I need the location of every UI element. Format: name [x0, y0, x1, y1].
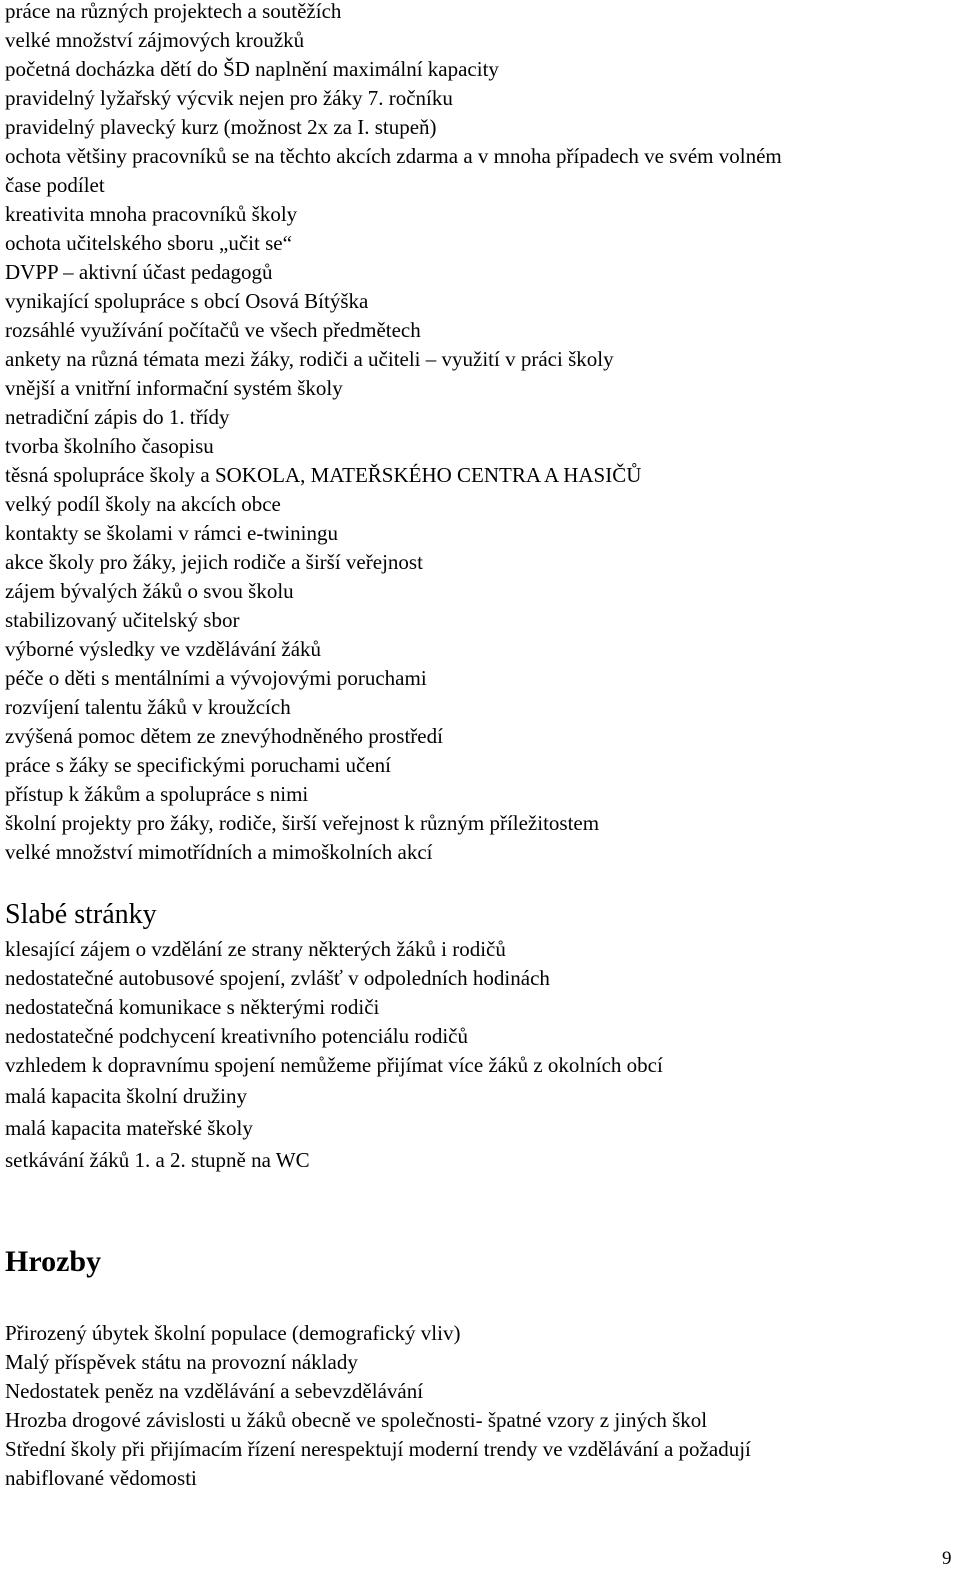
strength-line: DVPP – aktivní účast pedagogů: [5, 260, 273, 284]
strength-line: školní projekty pro žáky, rodiče, širší veřejnost k různým příležitostem: [5, 811, 600, 835]
strength-line: péče o děti s mentálními a vývojovými poruchami: [5, 666, 427, 690]
strength-line: ochota učitelského sboru „učit se“: [5, 231, 292, 255]
strength-line: zvýšená pomoc dětem ze znevýhodněného prostředí: [5, 724, 443, 748]
weakness-line: nedostatečné autobusové spojení, zvlášť v odpoledních hodinách: [5, 966, 550, 990]
strength-line: pravidelný lyžařský výcvik nejen pro žáky 7. ročníku: [5, 86, 453, 110]
strength-line: netradiční zápis do 1. třídy: [5, 405, 230, 429]
threat-line: nabiflované vědomosti: [5, 1466, 197, 1490]
threats-heading: Hrozby: [5, 1245, 102, 1278]
strength-line: ankety na různá témata mezi žáky, rodiči a učiteli – využití v práci školy: [5, 347, 614, 371]
threat-line: Přirozený úbytek školní populace (demografický vliv): [5, 1321, 461, 1345]
weakness-line: malá kapacita školní družiny: [5, 1084, 248, 1108]
strength-line: akce školy pro žáky, jejich rodiče a širší veřejnost: [5, 550, 423, 574]
strength-line: početná docházka dětí do ŠD naplnění maximální kapacity: [5, 57, 499, 81]
threat-line: Nedostatek peněz na vzdělávání a sebevzdělávání: [5, 1379, 424, 1403]
weakness-line: setkávání žáků 1. a 2. stupně na WC: [5, 1148, 310, 1172]
strength-line: velké množství zájmových kroužků: [5, 28, 305, 52]
strength-line: ochota většiny pracovníků se na těchto akcích zdarma a v mnoha případech ve svém volném: [5, 144, 782, 168]
strength-line: přístup k žákům a spolupráce s nimi: [5, 782, 309, 806]
strength-line: čase podílet: [5, 173, 105, 197]
strength-line: práce s žáky se specifickými poruchami učení: [5, 753, 392, 777]
strength-line: kontakty se školami v rámci e-twiningu: [5, 521, 339, 545]
strength-line: velké množství mimotřídních a mimoškolních akcí: [5, 840, 433, 864]
threat-line: Střední školy při přijímacím řízení nerespektují moderní trendy ve vzdělávání a požadují: [5, 1437, 751, 1461]
strength-line: výborné výsledky ve vzdělávání žáků: [5, 637, 322, 661]
strength-line: vynikající spolupráce s obcí Osová Bítýška: [5, 289, 369, 313]
strength-line: zájem bývalých žáků o svou školu: [5, 579, 294, 603]
weakness-line: nedostatečné podchycení kreativního potenciálu rodičů: [5, 1024, 468, 1048]
weaknesses-heading: Slabé stránky: [5, 899, 157, 930]
strength-line: kreativita mnoha pracovníků školy: [5, 202, 298, 226]
weakness-line: klesající zájem o vzdělání ze strany některých žáků i rodičů: [5, 937, 506, 961]
threat-line: Malý příspěvek státu na provozní náklady: [5, 1350, 358, 1374]
threat-line: Hrozba drogové závislosti u žáků obecně ve společnosti- špatné vzory z jiných škol: [5, 1408, 708, 1432]
page-number: 9: [942, 1548, 952, 1569]
weakness-line: malá kapacita mateřské školy: [5, 1116, 253, 1140]
strength-line: vnější a vnitřní informační systém školy: [5, 376, 343, 400]
strength-line: tvorba školního časopisu: [5, 434, 214, 458]
strength-line: rozsáhlé využívání počítačů ve všech předmětech: [5, 318, 421, 342]
strength-line: velký podíl školy na akcích obce: [5, 492, 281, 516]
strength-line: pravidelný plavecký kurz (možnost 2x za I. stupeň): [5, 115, 437, 139]
strength-line: stabilizovaný učitelský sbor: [5, 608, 240, 632]
strength-line: těsná spolupráce školy a SOKOLA, MATEŘSKÉHO CENTRA A HASIČŮ: [5, 463, 642, 487]
strength-line: rozvíjení talentu žáků v kroužcích: [5, 695, 291, 719]
weakness-line: nedostatečná komunikace s některými rodiči: [5, 995, 380, 1019]
strength-line: práce na různých projektech a soutěžích: [5, 0, 342, 23]
weakness-line: vzhledem k dopravnímu spojení nemůžeme přijímat více žáků z okolních obcí: [5, 1053, 663, 1077]
